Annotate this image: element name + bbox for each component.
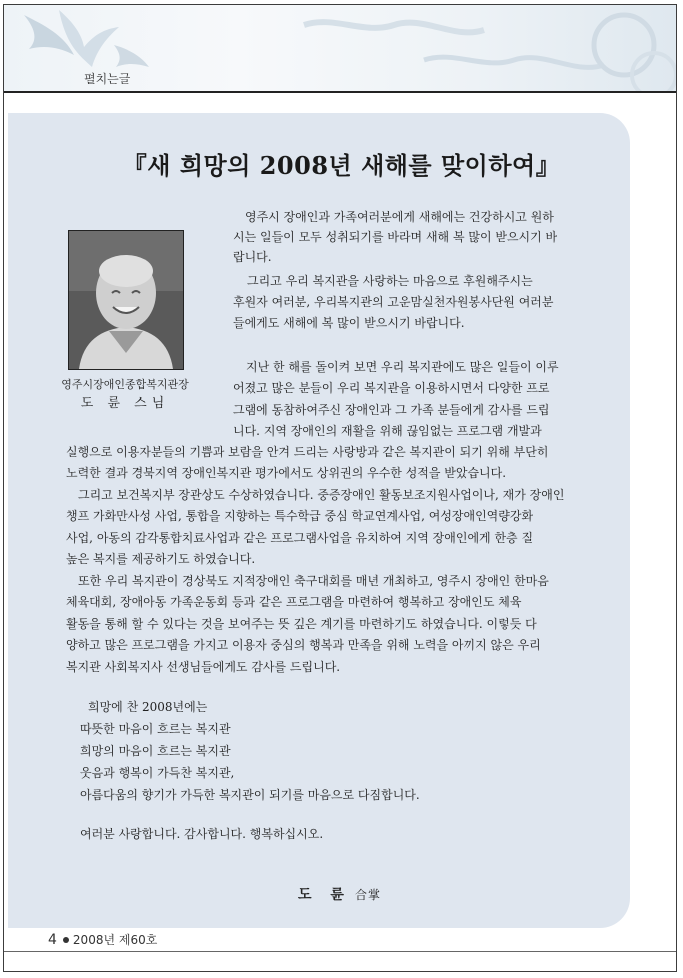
body-line: 니다. 지역 장애인의 재활을 위해 끊임없는 프로그램 개발과 xyxy=(233,424,542,438)
body-line: 들에게도 새해에 복 많이 받으시기 바랍니다. xyxy=(233,316,465,330)
body-line: 어졌고 많은 분들이 우리 복지관을 이용하시면서 다양한 프로 xyxy=(233,381,550,395)
body-line: 그램에 동참하여주신 장애인과 그 가족 분들에게 감사를 드립 xyxy=(233,403,550,417)
body-line: 랍니다. xyxy=(233,250,272,264)
closing-line: 여러분 사랑합니다. 감사합니다. 행복하십시오. xyxy=(80,827,324,841)
author-name: 도 륜 스님 xyxy=(80,396,170,411)
body-line: 높은 복지를 제공하기도 하였습니다. xyxy=(66,552,256,566)
footer-rule xyxy=(4,951,676,952)
body-line: 시는 일들이 모두 성취되기를 바라며 새해 복 많이 받으시기 바 xyxy=(233,230,558,244)
signature xyxy=(298,884,381,904)
poem-line: 희망에 찬 2008년에는 xyxy=(88,700,208,714)
body-line: 체육대회, 장애아동 가족운동회 등과 같은 프로그램을 마련하여 행복하고 장애인도 체육 xyxy=(66,595,522,609)
body-line: 실행으로 이용자분들의 기쁨과 보람을 안겨 드리는 사랑방과 같은 복지관이 되기 위해 부단히 xyxy=(66,445,549,459)
bullet-dot-icon xyxy=(63,937,69,943)
body-line: 양하고 많은 프로그램을 가지고 이용자 중심의 행복과 만족을 위해 노력을 아끼지 않은 우리 xyxy=(66,638,541,652)
poem-line: 웃음과 행복이 가득찬 복지관, xyxy=(80,766,235,780)
signature-name: 도 륜 xyxy=(298,887,351,903)
page-number: 4 xyxy=(48,932,57,948)
body-line: 영주시 장애인과 가족여러분에게 새해에는 건강하시고 원하 xyxy=(245,210,554,224)
poem-line: 따뜻한 마음이 흐르는 복지관 xyxy=(80,722,231,736)
body-line: 챙프 가화만사성 사업, 통합을 지향하는 특수학급 중심 학교연계사업, 여성장애인역량강화 xyxy=(66,509,534,523)
monk-portrait-icon xyxy=(69,231,183,369)
poem-line: 희망의 마음이 흐르는 복지관 xyxy=(80,744,231,758)
section-label: 펼치는글 xyxy=(84,72,131,86)
body-line: 또한 우리 복지관이 경상북도 지적장애인 축구대회를 매년 개최하고, 영주시 장애인 한마음 xyxy=(78,574,549,588)
header-rule xyxy=(4,91,676,93)
issue-label: 2008년 제60호 xyxy=(72,933,158,947)
body-line: 사업, 아동의 감각통합치료사업과 같은 프로그램사업을 유치하여 지역 장애인에게 한층 질 xyxy=(66,531,534,545)
body-line: 활동을 통해 할 수 있다는 것을 보여주는 뜻 깊은 계기를 마련하기도 하였습니다. 이렇듯 다 xyxy=(66,617,537,631)
poem-line: 아름다움의 향기가 가득한 복지관이 되기를 마음으로 다짐합니다. xyxy=(80,788,420,802)
article-title: 『새 희망의 2008년 새해를 맞이하여』 xyxy=(122,151,561,180)
body-line: 복지관 사회복지사 선생님들에게도 감사를 드립니다. xyxy=(66,660,341,674)
author-photo xyxy=(68,230,184,370)
body-line: 후원자 여러분, 우리복지관의 고운맘실천자원봉사단원 여러분 xyxy=(233,295,554,309)
body-line: 그리고 보건복지부 장관상도 수상하였습니다. 중증장애인 활동보조지원사업이나, 재가 장애인 xyxy=(78,488,565,502)
body-line: 그리고 우리 복지관을 사랑하는 마음으로 후원해주시는 xyxy=(247,274,533,288)
body-line: 노력한 결과 경북지역 장애인복지관 평가에서도 상위권의 우수한 성적을 받았습니다. xyxy=(66,466,507,480)
signature-mark: 合掌 xyxy=(354,888,381,902)
page-footer xyxy=(48,931,157,948)
author-position: 영주시장애인종합복지관장 xyxy=(61,378,189,391)
body-line: 지난 한 해를 돌이켜 보면 우리 복지관에도 많은 일들이 이루 xyxy=(246,360,559,374)
